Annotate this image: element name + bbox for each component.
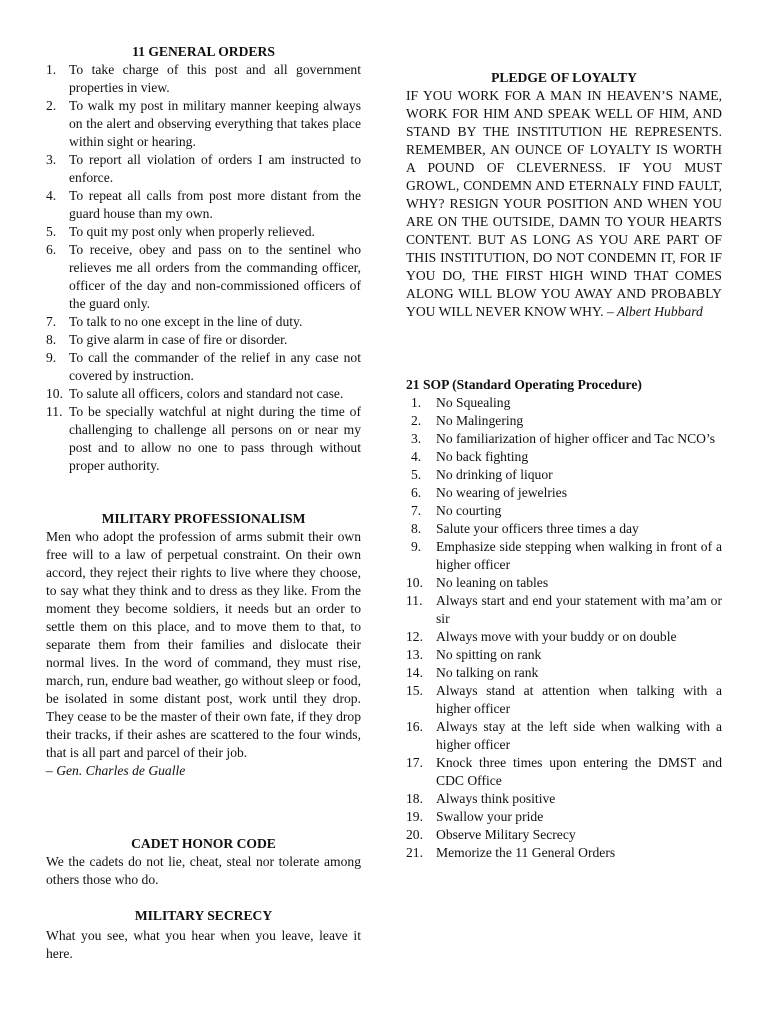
professionalism-body: Men who adopt the profession of arms submit their own free will to a law of perpetual constraint. On their own accord, they reject their rights to live where they choose, to say what they think and to dress as they like. From the moment they become soldiers, it needs but an order to settle them on this place, and to move them to that, to separate them from their families and dislocate their normal lives. In the word of command, they must rise, march, run, endure bad weather, go without sleep or food, be isolated in some distant post, work until they drop. They cease to be the master of their own fate, if they drop their tracks, if their ashes are scattered to the four winds, that is all part and parcel of their job. – Gen. Charles de Gualle xyxy=(46,529,361,778)
list-item: 20. Observe Military Secrecy xyxy=(406,827,576,842)
list-item: 2. To walk my post in military manner keeping always on the alert and observing everything that takes place within sight or hearing. xyxy=(46,98,361,149)
honor-code-title: CADET HONOR CODE xyxy=(131,836,276,851)
list-item: 1. No Squealing xyxy=(411,395,511,410)
list-item: 17. Knock three times upon entering the DMST and CDC Office xyxy=(406,755,722,788)
secrecy-title: MILITARY SECRECY xyxy=(134,908,273,923)
list-item: 1. To take charge of this post and all government properties in view. xyxy=(46,62,361,95)
list-item: 7. To talk to no one except in the line of duty. xyxy=(46,314,303,329)
list-item: 6. No wearing of jewelries xyxy=(411,485,567,500)
list-item: 9. To call the commander of the relief in any case not covered by instruction. xyxy=(46,350,361,383)
list-item: 4. To repeat all calls from post more distant from the guard house than my own. xyxy=(46,188,361,221)
list-item: 6. To receive, obey and pass on to the sentinel who relieves me all orders from the commanding officer, officer of the day and non-commissioned officers of the guard only. xyxy=(46,242,361,311)
list-item: 3. To report all violation of orders I am instructed to enforce. xyxy=(46,152,361,185)
list-item: 7. No courting xyxy=(411,503,502,518)
list-item: 11. To be specially watchful at night during the time of challenging to challenge all persons on or near my post and to allow no one to pass through without proper authority. xyxy=(46,404,361,473)
sop-title: 21 SOP (Standard Operating Procedure) xyxy=(406,377,642,392)
general-orders-title: 11 GENERAL ORDERS xyxy=(132,44,275,59)
list-item: 2. No Malingering xyxy=(411,413,524,428)
list-item: 4. No back fighting xyxy=(411,449,529,464)
sop-list xyxy=(406,394,722,862)
list-item: 10. To salute all officers, colors and standard not case. xyxy=(46,386,344,401)
list-item: 10. No leaning on tables xyxy=(406,575,549,590)
pledge-title: PLEDGE OF LOYALTY xyxy=(491,70,637,85)
list-item: 16. Always stay at the left side when walking with a higher officer xyxy=(406,719,722,752)
list-item: 21. Memorize the 11 General Orders xyxy=(406,845,616,860)
list-item: 9. Emphasize side stepping when walking in front of a higher officer xyxy=(411,539,722,572)
list-item: 11. Always start and end your statement with ma’am or sir xyxy=(406,593,722,626)
list-item: 13. No spitting on rank xyxy=(406,647,542,662)
list-item: 3. No familiarization of higher officer and Tac NCO’s xyxy=(411,431,716,446)
list-item: 8. To give alarm in case of fire or disorder. xyxy=(46,332,288,347)
list-item: 14. No talking on rank xyxy=(406,665,539,680)
pledge-attribution: – Albert Hubbard xyxy=(606,304,703,319)
honor-code-body: We the cadets do not lie, cheat, steal nor tolerate among others those who do. xyxy=(46,854,361,887)
general-orders-list xyxy=(46,61,361,475)
secrecy-body: What you see, what you hear when you leave, leave it here. xyxy=(46,928,361,961)
pledge-body: IF YOU WORK FOR A MAN IN HEAVEN’S NAME, WORK FOR HIM AND SPEAK WELL OF HIM, AND STAND BY THE INSTITUTION HE REPRESENTS. REMEMBER, AN OUNCE OF LOYALTY IS WORTH A POUND OF CLEVERNESS. IF YOU MUST GROWL, CONDEMN AND ETERNALY FIND FAULT, WHY? RESIGN YOUR POSITION AND WHEN YOU ARE ON THE OUTSIDE, DAMN TO YOUR HEARTS CONTENT. BUT AS LONG AS YOU ARE PART OF THIS INSTITUTION, DO NOT CONDEMN IT, FOR IF YOU DO, THE FIRST HIGH WIND THAT COMES ALONG WILL BLOW YOU AWAY AND PROBABLY YOU WILL NEVER KNOW WHY. – Albert Hubbard xyxy=(406,88,722,319)
list-item: 18. Always think positive xyxy=(406,791,556,806)
list-item: 5. No drinking of liquor xyxy=(411,467,553,482)
professionalism-title: MILITARY PROFESSIONALISM xyxy=(101,511,306,526)
list-item: 15. Always stand at attention when talking with a higher officer xyxy=(406,683,722,716)
professionalism-attribution: – Gen. Charles de Gualle xyxy=(46,763,186,778)
list-item: 5. To quit my post only when properly relieved. xyxy=(46,224,315,239)
list-item: 12. Always move with your buddy or on double xyxy=(406,629,677,644)
list-item: 8. Salute your officers three times a day xyxy=(411,521,639,536)
list-item: 19. Swallow your pride xyxy=(406,809,544,824)
